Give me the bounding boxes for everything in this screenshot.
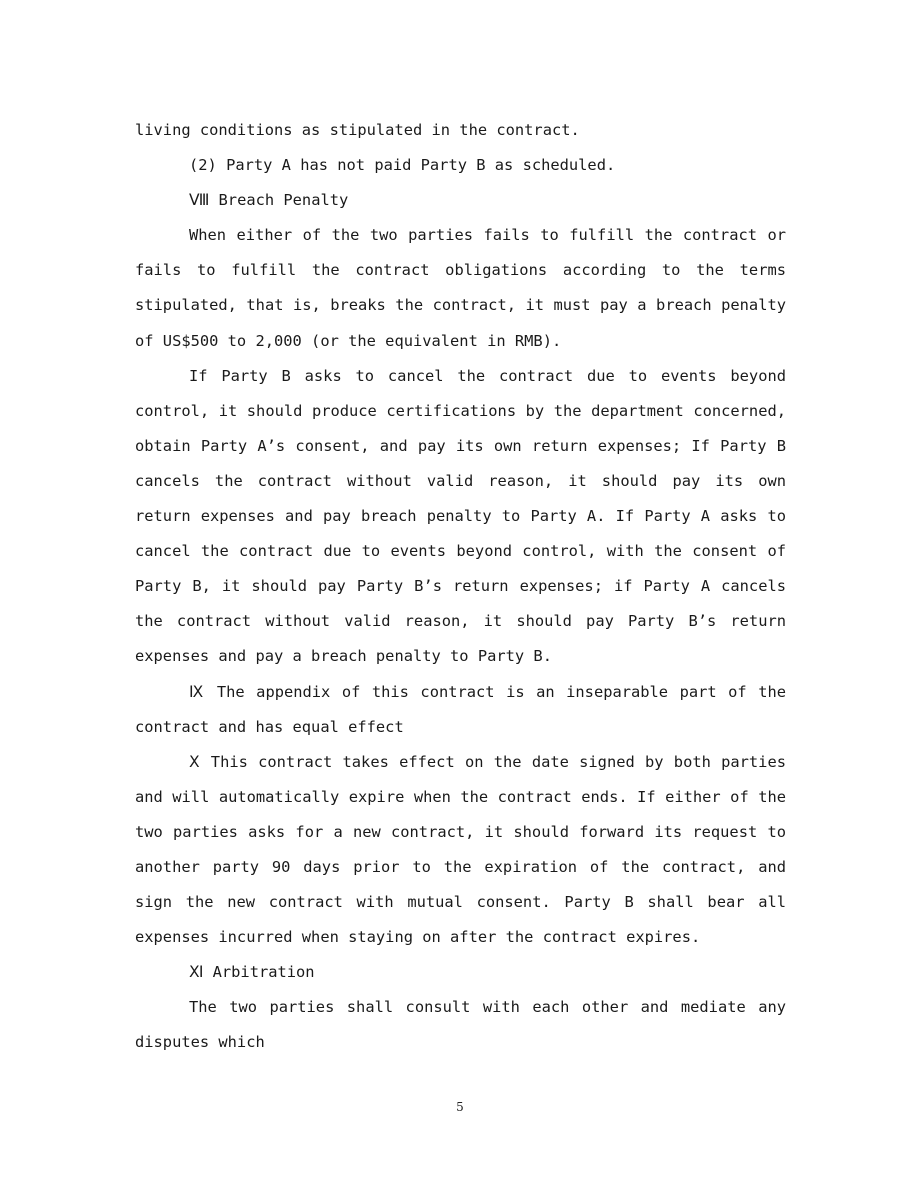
paragraph-appendix: Ⅸ The appendix of this contract is an inseparable part of the contract and has equal effect xyxy=(135,682,786,736)
section-heading-breach-penalty: Ⅷ Breach Penalty xyxy=(189,191,349,210)
paragraph-continuation: living conditions as stipulated in the contract. xyxy=(135,121,580,139)
paragraph-effective-date: Ⅹ This contract takes effect on the date signed by both parties and will automatically expire when the contract ends. If either of the two parties asks for a new contract, it should forward its request to another party 90 days prior to the expiration of the contract, and sign the new contract with mutual consent. Party B shall bear all expenses incurred when staying on after the contract expires. xyxy=(135,752,786,947)
section-heading-arbitration: Ⅺ Arbitration xyxy=(189,963,315,982)
paragraph-unpaid-clause: (2) Party A has not paid Party B as scheduled. xyxy=(189,156,616,175)
paragraph-cancellation: If Party B asks to cancel the contract due to events beyond control, it should produce certifications by the department concerned, obtain Party A’s consent, and pay its own return expenses; If Party B cancels the contract without valid reason, it should pay its own return expenses and pay breach penalty to Party A. If Party A asks to cancel the contract due to events beyond control, with the consent of Party B, it should pay Party B’s return expenses; if Party A cancels the contract without valid reason, it should pay Party B’s return expenses and pay a breach penalty to Party B. xyxy=(135,366,786,666)
paragraph-breach-penalty: When either of the two parties fails to fulfill the contract or fails to fulfill the contract obligations according to the terms stipulated, that is, breaks the contract, it must pay a breach penalty of US$500 to 2,000 (or the equivalent in RMB). xyxy=(135,226,786,350)
paragraph-arbitration: The two parties shall consult with each other and mediate any disputes which xyxy=(135,998,786,1052)
body-text xyxy=(135,113,786,1061)
page-number: 5 xyxy=(456,1100,464,1114)
